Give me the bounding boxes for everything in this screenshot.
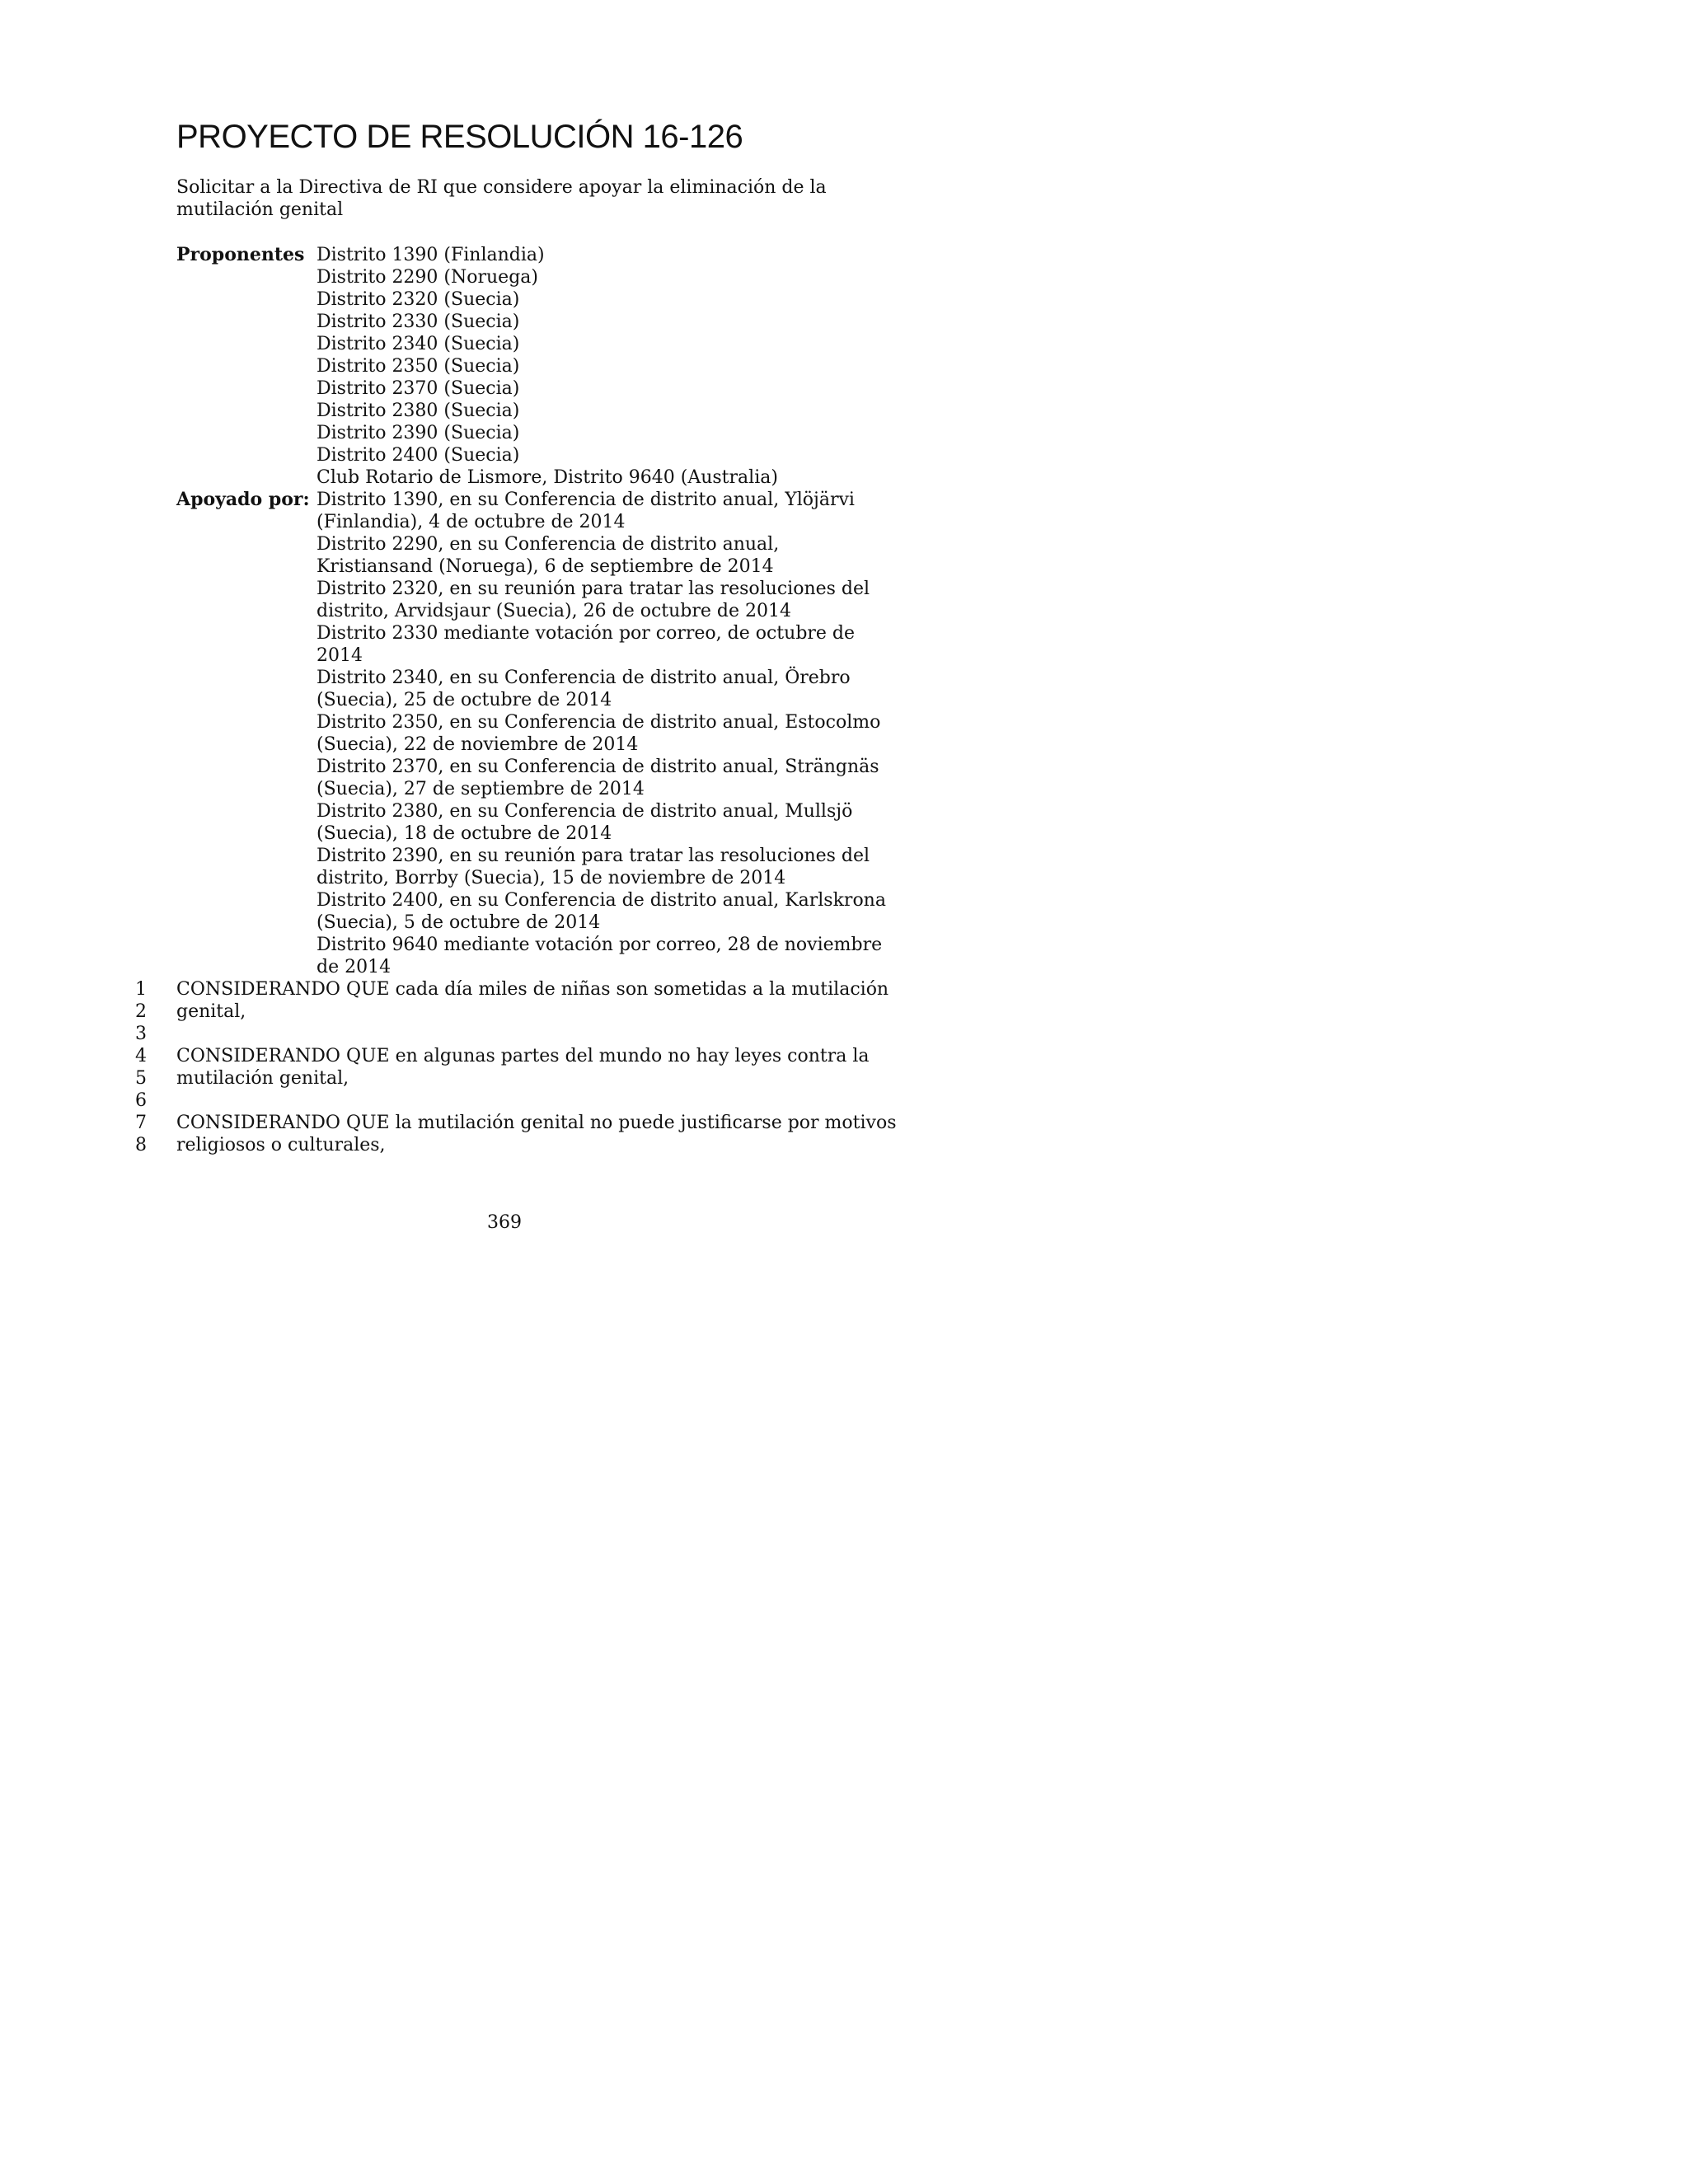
resolution-subtitle: Solicitar a la Directiva de RI que considere apoyar la eliminación de la mutilación genital [176, 177, 827, 220]
sponsors-section [176, 244, 893, 978]
numbered-line [124, 1134, 897, 1156]
proponent-item: Distrito 2400 (Suecia) [316, 445, 520, 466]
numbered-line [124, 1112, 897, 1134]
line-number: 7 [135, 1113, 147, 1133]
proponent-item: Club Rotario de Lismore, Distrito 9640 (Australia) [316, 467, 778, 488]
supporter-item: Distrito 2330 mediante votación por correo, de octubre de 2014 [316, 623, 856, 666]
line-text: genital, [176, 1001, 246, 1022]
supporter-item: Distrito 2400, en su Conferencia de distrito anual, Karlskrona (Suecia), 5 de octubre de 2014 [316, 890, 886, 933]
page-title: PROYECTO DE RESOLUCIÓN 16-126 [176, 119, 743, 155]
line-text: CONSIDERANDO QUE la mutilación genital no puede justificarse por motivos [176, 1113, 897, 1133]
supporter-item: Distrito 2370, en su Conferencia de distrito anual, Strängnäs (Suecia), 27 de septiembre de 2014 [316, 757, 879, 799]
proponent-item: Distrito 2290 (Noruega) [316, 267, 538, 288]
supporter-item: Distrito 2320, en su reunión para tratar las resoluciones del distrito, Arvidsjaur (Suecia), 26 de octubre de 2014 [316, 579, 870, 621]
numbered-line [124, 1090, 897, 1112]
supported-by-row [176, 489, 893, 978]
line-text: mutilación genital, [176, 1068, 349, 1089]
numbered-line [124, 978, 897, 1001]
line-number: 1 [135, 979, 147, 1000]
proponent-item: Distrito 2380 (Suecia) [316, 401, 520, 421]
proponents-row [176, 244, 893, 489]
proponent-item: Distrito 2370 (Suecia) [316, 378, 520, 399]
supported-by-list [316, 489, 893, 978]
line-number: 4 [135, 1046, 147, 1066]
proponent-item: Distrito 2340 (Suecia) [316, 334, 520, 354]
supporter-item: Distrito 2390, en su reunión para tratar las resoluciones del distrito, Borrby (Suecia), 15 de noviembre de 2014 [316, 846, 870, 888]
supported-by-label: Apoyado por: [176, 489, 310, 510]
supporter-item: Distrito 2290, en su Conferencia de distrito anual, Kristiansand (Noruega), 6 de septiembre de 2014 [316, 534, 780, 577]
supporter-item: Distrito 9640 mediante votación por correo, 28 de noviembre de 2014 [316, 935, 883, 977]
supporter-item: Distrito 2380, en su Conferencia de distrito anual, Mullsjö (Suecia), 18 de octubre de 2014 [316, 801, 853, 844]
proponents-label: Proponentes [176, 244, 305, 265]
proponent-item: Distrito 1390 (Finlandia) [316, 245, 545, 265]
supporter-item: Distrito 2340, en su Conferencia de distrito anual, Örebro (Suecia), 25 de octubre de 2014 [316, 668, 851, 710]
proponent-item: Distrito 2350 (Suecia) [316, 356, 520, 377]
line-text: religiosos o culturales, [176, 1135, 386, 1155]
numbered-line [124, 1067, 897, 1090]
document-page [0, 0, 1009, 1305]
numbered-line [124, 1001, 897, 1023]
proponent-item: Distrito 2390 (Suecia) [316, 423, 520, 443]
line-text: CONSIDERANDO QUE cada día miles de niñas son sometidas a la mutilación [176, 979, 889, 1000]
line-number: 5 [135, 1068, 147, 1089]
proponents-list [316, 244, 893, 489]
line-number: 6 [135, 1090, 147, 1111]
line-number: 2 [135, 1001, 147, 1022]
proponent-item: Distrito 2320 (Suecia) [316, 289, 520, 310]
supporter-item: Distrito 2350, en su Conferencia de distrito anual, Estocolmo (Suecia), 22 de noviembre de 2014 [316, 712, 881, 755]
numbered-line [124, 1045, 897, 1067]
proponent-item: Distrito 2330 (Suecia) [316, 312, 520, 332]
supporter-item: Distrito 1390, en su Conferencia de distrito anual, Ylöjärvi (Finlandia), 4 de octubre de 2014 [316, 490, 855, 532]
page-number: 369 [487, 1212, 522, 1233]
line-number: 8 [135, 1135, 147, 1155]
line-number: 3 [135, 1024, 147, 1044]
resolution-body [124, 978, 897, 1156]
line-text: CONSIDERANDO QUE en algunas partes del mundo no hay leyes contra la [176, 1046, 870, 1066]
numbered-line [124, 1023, 897, 1045]
